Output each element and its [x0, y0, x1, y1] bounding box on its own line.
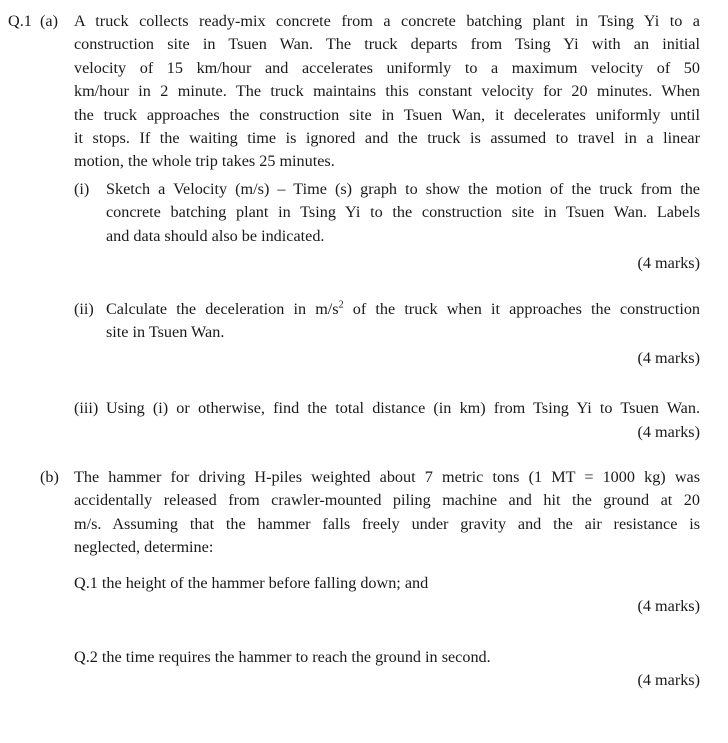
part-a-line: velocity of 15 km/hour and accelerates uniformly to a maximum velocity of 50: [74, 58, 700, 77]
part-b-line: The hammer for driving H-piles weighted about 7 metric tons (1 MT = 1000 kg) was: [74, 468, 700, 486]
sub-ii-text-part: Calculate the deceleration in m/s: [106, 300, 339, 318]
part-b-q1-text: Q.1 the height of the hammer before falling down; and: [74, 574, 429, 592]
sub-i-line: concrete batching plant in Tsing Yi to the construction site in Tsuen Wan. Labels: [106, 203, 700, 222]
sub-i-line: Sketch a Velocity (m/s) – Time (s) graph to show the motion of the truck from the: [106, 180, 700, 198]
part-a-line: A truck collects ready-mix concrete from a concrete batching plant in Tsing Yi to a: [74, 12, 700, 30]
part-a-line: km/hour in 2 minute. The truck maintains this constant velocity for 20 minutes. When: [74, 82, 700, 101]
sub-ii-marks: (4 marks): [637, 349, 700, 367]
sub-ii-line: [106, 298, 700, 321]
part-b-q2-text: Q.2 the time requires the hammer to reach the ground in second.: [74, 648, 491, 666]
sub-ii-label: (ii): [74, 300, 94, 318]
question-number: Q.1: [8, 12, 32, 30]
part-a-text: [74, 10, 700, 174]
part-a-line: the truck approaches the construction site in Tsuen Wan, it decelerates uniformly until: [74, 105, 700, 124]
sub-i-line: and data should also be indicated.: [106, 226, 325, 245]
sub-i-label: (i): [74, 180, 90, 198]
part-b-line: neglected, determine:: [74, 538, 214, 557]
part-b-q2-marks: (4 marks): [637, 671, 700, 689]
part-b-line: m/s. Assuming that the hammer falls freely under gravity and the air resistance is: [74, 514, 700, 533]
sub-iii-label: (iii): [74, 399, 99, 417]
superscript: 2: [338, 299, 344, 311]
part-a-line: motion, the whole trip takes 25 minutes.: [74, 152, 335, 171]
part-b-q1-marks: (4 marks): [637, 597, 700, 615]
sub-ii-text: [106, 298, 700, 345]
part-a-line: it stops. If the waiting time is ignored and the truck is assumed to travel in a linear: [74, 129, 700, 148]
sub-iii-marks: (4 marks): [637, 423, 700, 441]
sub-i-marks: (4 marks): [637, 254, 700, 272]
sub-iii-text: Using (i) or otherwise, find the total distance (in km) from Tsing Yi to Tsuen Wan.: [106, 399, 700, 417]
part-b-text: [74, 466, 700, 560]
sub-i-text: [106, 178, 700, 248]
part-b-line: accidentally released from crawler-mounted piling machine and hit the ground at 20: [74, 491, 700, 510]
part-b-label: (b): [40, 468, 59, 486]
sub-ii-text-part: of the truck when it approaches the construction: [343, 300, 701, 318]
part-a-line: construction site in Tsuen Wan. The truck departs from Tsing Yi with an initial: [74, 35, 700, 54]
part-a-label: (a): [40, 12, 58, 30]
sub-ii-line: site in Tsuen Wan.: [106, 323, 225, 342]
